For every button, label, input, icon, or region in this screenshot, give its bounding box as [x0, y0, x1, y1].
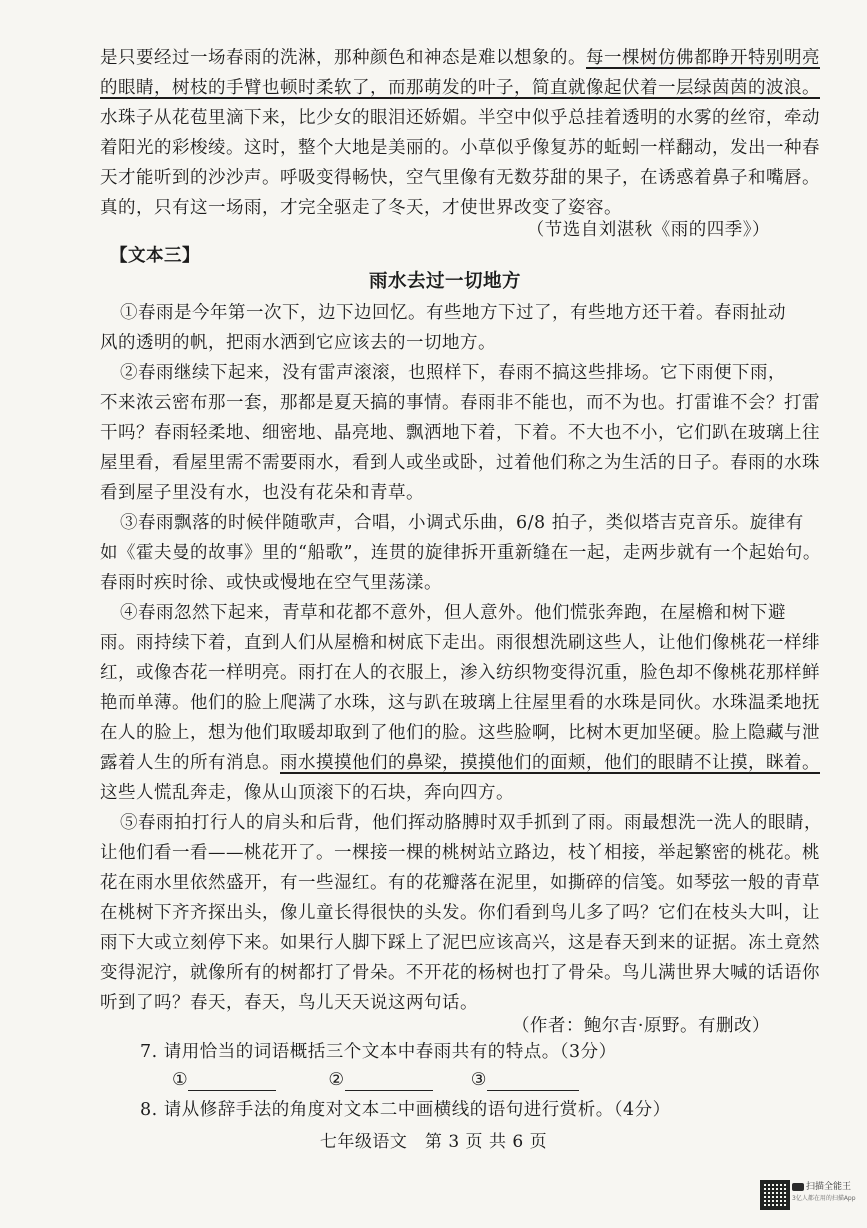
watermark-tagline: 3亿人都在用的扫描App — [792, 1195, 856, 1202]
question-8: 8. 请从修辞手法的角度对文本二中画横线的语句进行赏析。（4分） — [140, 1100, 671, 1120]
p5-line: 变得泥泞，就像所有的树都打了骨朵。不开花的杨树也打了骨朵。鸟儿满世界大喊的话语你 — [100, 963, 820, 983]
passage2-line-5: 天才能听到的沙沙声。呼吸变得畅快，空气里像有无数芬甜的果子，在诱惑着鼻子和嘴唇。 — [100, 168, 820, 188]
passage3-author: （作者：鲍尔吉·原野。有删改） — [511, 1016, 770, 1036]
passage2-text: 是只要经过一场春雨的洗淋，那种颜色和神态是难以想象的。 — [100, 48, 586, 68]
p5-line: 听到了吗？春天，春天，鸟儿天天说这两句话。 — [100, 993, 478, 1013]
question-7-answer-row — [172, 1064, 612, 1096]
passage3-title: 雨水去过一切地方 — [368, 271, 521, 292]
p3-line: ①春雨是今年第一次下，边下边回忆。有些地方下过了，有些地方还干着。春雨扯动 — [120, 303, 786, 323]
answer-blank-1[interactable] — [188, 1070, 276, 1091]
p3-line-underlined — [100, 747, 820, 779]
p3-line: ②春雨继续下起来，没有雷声滚滚，也照样下，春雨不搞这些排场。它下雨便下雨， — [120, 363, 786, 383]
p3-line: 不来浓云密布那一套，那都是夏天搞的事情。春雨非不能也，而不为也。打雷谁不会？打雷 — [100, 393, 820, 413]
p5-line: 让他们看一看——桃花开了。一棵接一棵的桃树站立路边，枝丫相接，举起繁密的桃花。桃 — [100, 843, 820, 863]
p3-line: ③春雨飘落的时候伴随歌声，合唱，小调式乐曲，6/8 拍子，类似塔吉克音乐。旋律有 — [120, 513, 804, 533]
p3-line: 看到屋子里没有水，也没有花朵和青草。 — [100, 483, 424, 503]
qr-code-icon — [760, 1180, 790, 1210]
p3-line: 这些人慌乱奔走，像从山顶滚下的石块，奔向四方。 — [100, 783, 514, 803]
passage2-source: （节选自刘湛秋《雨的四季》） — [526, 220, 770, 240]
scanner-logo-icon — [792, 1183, 804, 1191]
section-label: 【文本三】 — [110, 246, 200, 266]
blank-3-label: ③ — [470, 1070, 487, 1090]
p5-line: 在桃树下齐齐探出头，像儿童长得很快的头发。你们看到鸟儿多了吗？它们在枝头大叫，让 — [100, 903, 820, 923]
blank-2-label: ② — [328, 1070, 345, 1090]
p5-line: ⑤春雨拍打行人的肩头和后背，他们挥动胳膊时双手抓到了雨。雨最想洗一洗人的眼睛， — [120, 813, 822, 833]
question-7: 7. 请用恰当的词语概括三个文本中春雨共有的特点。（3分） — [140, 1042, 617, 1062]
p3-line: 红，或像杏花一样明亮。雨打在人的衣服上，渗入纺织物变得沉重，脸色却不像桃花那样鲜 — [100, 663, 820, 683]
p3-line: 屋里看，看屋里需不需要雨水，看到人或坐或卧，过着他们称之为生活的日子。春雨的水珠 — [100, 453, 820, 473]
p3-text: 露着人生的所有消息。 — [100, 753, 280, 773]
passage2-line-6: 真的，只有这一场雨，才完全驱走了冬天，才使世界改变了姿容。 — [100, 198, 622, 218]
blank-1-label: ① — [172, 1070, 189, 1090]
underlined-sentence: 雨水摸摸他们的鼻梁，摸摸他们的面颊，他们的眼睛不让摸，眯着。 — [280, 753, 820, 773]
passage2-line-2: 的眼睛，树枝的手臂也顿时柔软了，而那萌发的叶子，简直就像起伏着一层绿茵茵的波浪。 — [100, 78, 820, 98]
p5-line: 雨下大或立刻停下来。如果行人脚下踩上了泥巴应该高兴，这是春天到来的证据。冻土竟然 — [100, 933, 820, 953]
scanner-watermark — [792, 1182, 856, 1204]
p3-line: 雨。雨持续下着，直到人们从屋檐和树底下走出。雨很想洗刷这些人，让他们像桃花一样绯 — [100, 633, 820, 653]
answer-blank-2[interactable] — [345, 1070, 433, 1091]
p5-line: 花在雨水里依然盛开，有一些湿红。有的花瓣落在泥里，如撕碎的信笺。如琴弦一般的青草 — [100, 873, 820, 893]
passage2-line-3: 水珠子从花苞里滴下来，比少女的眼泪还娇媚。半空中似乎总挂着透明的水雾的丝帘，牵动 — [100, 108, 820, 128]
p3-line: 在人的脸上，想为他们取暖却取到了他们的脸。这些脸啊，比树木更加坚硬。脸上隐藏与泄 — [100, 723, 820, 743]
answer-blank-3[interactable] — [487, 1070, 579, 1091]
p3-line: 干吗？春雨轻柔地、细密地、晶亮地、飘洒地下着，下着。不大也不小，它们趴在玻璃上往 — [100, 423, 820, 443]
watermark-name: 扫描全能王 — [806, 1182, 852, 1192]
p3-line: 如《霍夫曼的故事》里的“船歌”，连贯的旋律拆开重新缝在一起，走两步就有一个起始句。 — [100, 543, 821, 563]
p3-line: 风的透明的帆，把雨水洒到它应该去的一切地方。 — [100, 333, 496, 353]
passage2-line-1 — [100, 42, 820, 74]
p3-line: 春雨时疾时徐、或快或慢地在空气里荡漾。 — [100, 573, 442, 593]
p3-line: ④春雨忽然下起来，青草和花都不意外，但人意外。他们慌张奔跑，在屋檐和树下避 — [120, 603, 786, 623]
p3-line: 艳而单薄。他们的脸上爬满了水珠，这与趴在玻璃上往屋里看的水珠是同伙。水珠温柔地抚 — [100, 693, 820, 713]
page-footer: 七年级语文 第 3 页 共 6 页 — [319, 1132, 548, 1152]
passage2-line-4: 着阳光的彩梭绫。这时，整个大地是美丽的。小草似乎像复苏的蚯蚓一样翻动，发出一种春 — [100, 138, 820, 158]
underlined-sentence: 每一棵树仿佛都睁开特别明亮 — [586, 48, 820, 68]
